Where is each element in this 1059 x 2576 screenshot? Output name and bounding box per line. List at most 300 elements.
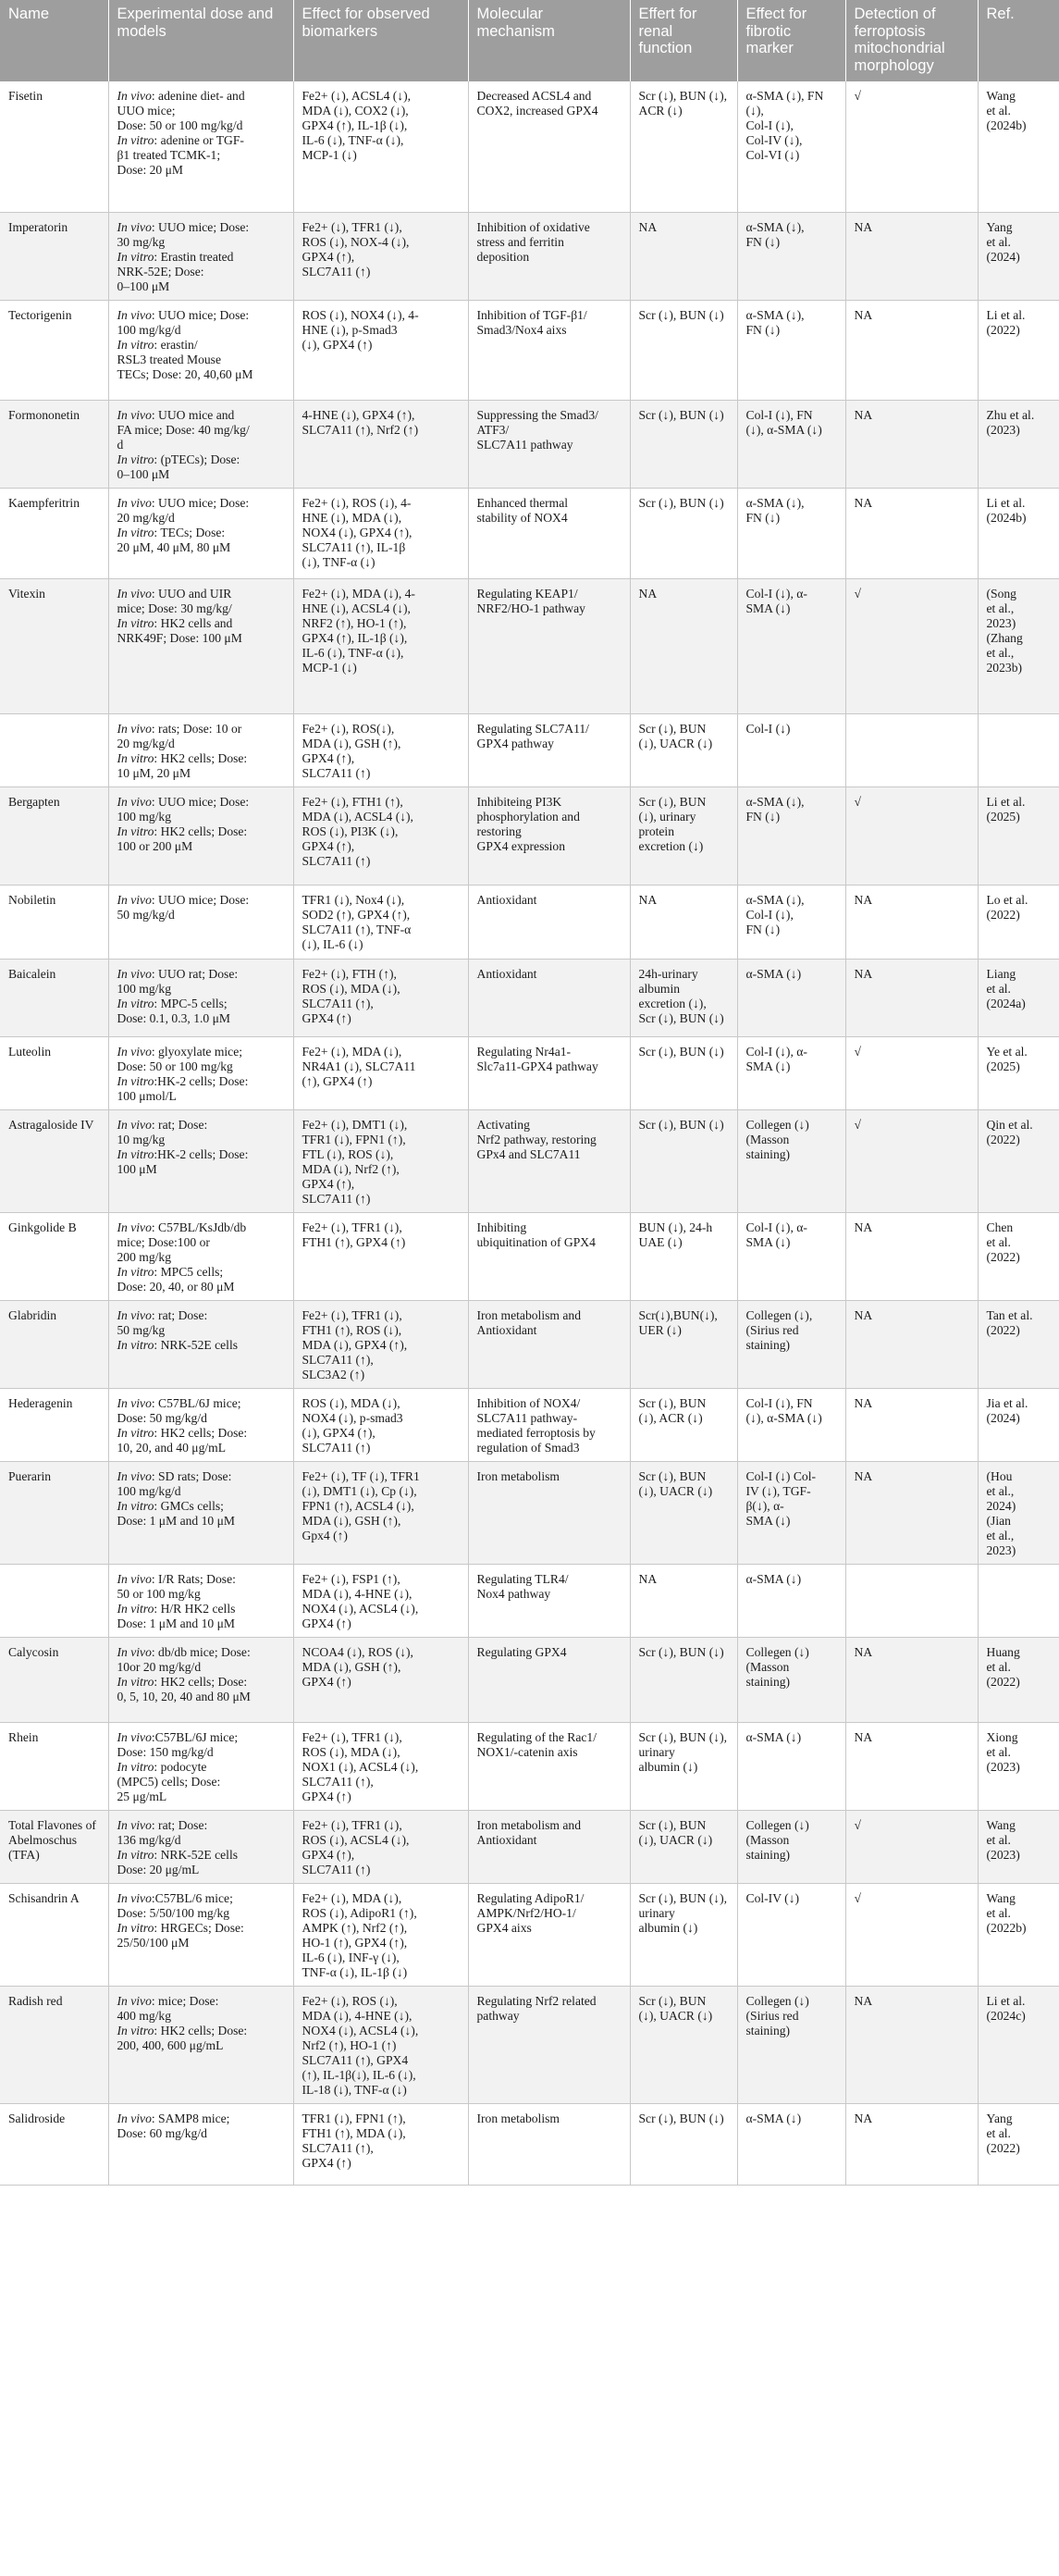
cell-renal-function-line: Scr (↓), BUN	[638, 1993, 707, 2008]
cell-renal-function	[630, 1564, 737, 1637]
cell-biomarkers-line: AMPK (↑), Nrf2 (↑),	[302, 1920, 408, 1935]
cell-fibrotic-marker	[737, 1036, 845, 1109]
dose-text: : adenine diet- and	[151, 89, 245, 103]
cell-mechanism-line: GPX4 aixs	[476, 1920, 532, 1935]
dose-text: : Erastin treated	[154, 249, 234, 264]
cell-fibrotic-marker	[737, 1883, 845, 1986]
dose-line	[117, 1514, 286, 1529]
cell-renal-function-line: (↓), UACR (↓)	[638, 1832, 713, 1847]
cell-biomarkers-line: NOX4 (↓), p-smad3	[302, 1410, 403, 1425]
cell-dose-models	[108, 1388, 293, 1461]
dose-line	[117, 1818, 286, 1833]
cell-mechanism-line: Activating	[476, 1117, 530, 1132]
cell-ref	[978, 1883, 1059, 1986]
dose-line	[117, 1074, 286, 1089]
cell-fibrotic-marker-line: (↓), α-SMA (↓)	[745, 1410, 822, 1425]
cell-ref	[978, 300, 1059, 400]
cell-biomarkers-line: (↑), IL-1β(↓), IL-6 (↓),	[302, 2067, 416, 2082]
cell-name: Salidroside	[0, 2103, 108, 2185]
model-type-label: In vivo	[117, 407, 152, 422]
dose-text: : podocyte	[154, 1759, 207, 1774]
dose-text: 25 μg/mL	[117, 1789, 167, 1803]
dose-text: : C57BL/KsJdb/db	[151, 1220, 247, 1234]
cell-biomarkers-line: SLC3A2 (↑)	[302, 1367, 365, 1381]
cell-mechanism-line: Iron metabolism and	[476, 1307, 582, 1322]
cell-fibrotic-marker	[737, 1637, 845, 1722]
cell-ref	[978, 1212, 1059, 1300]
cell-renal-function-line: urinary	[638, 1905, 675, 1920]
cell-fibrotic-marker-line: α-SMA (↓),	[745, 307, 805, 322]
cell-ref-line: 2023)	[986, 615, 1016, 630]
dose-line	[117, 1848, 286, 1863]
dose-line	[117, 148, 286, 163]
cell-renal-function	[630, 1722, 737, 1810]
cell-renal-function-line: NA	[638, 219, 658, 234]
dose-line	[117, 1484, 286, 1499]
dose-line	[117, 1411, 286, 1426]
model-type-label: In vivo	[117, 1395, 152, 1410]
cell-biomarkers	[293, 2103, 468, 2185]
cell-biomarkers	[293, 1388, 468, 1461]
cell-name: Nobiletin	[0, 885, 108, 959]
cell-biomarkers-line: NR4A1 (↓), SLC7A11	[302, 1059, 416, 1073]
dose-line	[117, 2009, 286, 2024]
cell-ref-line: et al.	[986, 981, 1011, 996]
cell-renal-function	[630, 1986, 737, 2103]
cell-fibrotic-marker-line: SMA (↓)	[745, 601, 791, 615]
cell-ref-line: Qin et al.	[986, 1117, 1033, 1132]
cell-biomarkers	[293, 1637, 468, 1722]
cell-mechanism-line: NOX1/-catenin axis	[476, 1744, 578, 1759]
cell-renal-function-line: (↓), ACR (↓)	[638, 1410, 703, 1425]
cell-renal-function-line: UER (↓)	[638, 1322, 682, 1337]
cell-ref	[978, 1036, 1059, 1109]
cell-mechanism-line: Decreased ACSL4 and	[476, 89, 592, 103]
cell-biomarkers-line: GPX4 (↑),	[302, 750, 355, 765]
header-name: Name	[0, 0, 108, 81]
cell-renal-function-line: Scr (↓), BUN (↓)	[638, 407, 724, 422]
cell-name: Formononetin	[0, 400, 108, 488]
cell-biomarkers-line: Fe2+ (↓), ROS (↓),	[302, 1993, 398, 2008]
dose-line	[117, 1280, 286, 1294]
cell-biomarkers-line: SLC7A11 (↑),	[302, 2140, 374, 2155]
cell-ref	[978, 2103, 1059, 2185]
cell-biomarkers-line: MDA (↓), ACSL4 (↓),	[302, 809, 413, 824]
dose-text: Dose: 20 μg/mL	[117, 1862, 200, 1876]
cell-renal-function-line: urinary	[638, 1744, 675, 1759]
cell-dose-models	[108, 1810, 293, 1883]
cell-biomarkers-line: MDA (↓), Nrf2 (↑),	[302, 1161, 400, 1176]
dose-text: 0–100 μM	[117, 466, 170, 481]
model-type-label: In vivo	[117, 1890, 152, 1905]
cell-renal-function-line: Scr (↓), BUN (↓)	[638, 1117, 724, 1132]
dose-text: 10 mg/kg	[117, 1132, 166, 1146]
model-type-label: In vitro	[117, 337, 154, 352]
cell-mechanism-line: regulation of Smad3	[476, 1440, 580, 1455]
cell-ref-line: (2025)	[986, 1059, 1020, 1073]
cell-biomarkers-line: (↑), GPX4 (↑)	[302, 1073, 373, 1088]
cell-mechanism-line: Antioxidant	[476, 966, 537, 981]
dose-text: 20 μM, 40 μM, 80 μM	[117, 539, 231, 554]
cell-biomarkers-line: TFR1 (↓), FPN1 (↑),	[302, 2111, 406, 2125]
cell-renal-function	[630, 959, 737, 1036]
cell-biomarkers-line: SLC7A11 (↑)	[302, 853, 371, 868]
cell-biomarkers-line: (↓), GPX4 (↑)	[302, 337, 373, 352]
dose-text: : UUO rat; Dose:	[151, 966, 239, 981]
dose-text: : SAMP8 mice;	[151, 2111, 230, 2125]
cell-fibrotic-marker	[737, 786, 845, 885]
dose-text: Dose: 5/50/100 mg/kg	[117, 1905, 230, 1920]
dose-text: FA mice; Dose: 40 mg/kg/	[117, 422, 250, 437]
cell-biomarkers-line: 4-HNE (↓), GPX4 (↑),	[302, 407, 415, 422]
cell-biomarkers-line: (↓), TNF-α (↓)	[302, 554, 376, 569]
cell-ref-line: et al.	[986, 1832, 1011, 1847]
cell-dose-models	[108, 1461, 293, 1564]
model-type-label: In vivo	[117, 1117, 152, 1132]
table-body	[0, 81, 1059, 2185]
cell-biomarkers	[293, 713, 468, 786]
dose-line	[117, 1730, 286, 1745]
dose-line	[117, 1220, 286, 1235]
cell-name: Luteolin	[0, 1036, 108, 1109]
dose-line	[117, 1587, 286, 1602]
cell-fibrotic-marker	[737, 1212, 845, 1300]
dose-text: RSL3 treated Mouse	[117, 352, 222, 366]
model-type-label: In vitro	[117, 1264, 154, 1279]
cell-biomarkers-line: Fe2+ (↓), ROS (↓), 4-	[302, 495, 412, 510]
dose-text: Dose: 1 μM and 10 μM	[117, 1513, 235, 1528]
dose-text: 200, 400, 600 μg/mL	[117, 2037, 224, 2052]
cell-mechanism-line: Regulating GPX4	[476, 1644, 567, 1659]
cell-mechanism	[468, 1461, 630, 1564]
cell-renal-function-line: Scr (↓), BUN	[638, 1817, 707, 1832]
cell-mechanism-line: mediated ferroptosis by	[476, 1425, 596, 1440]
dose-line	[117, 1265, 286, 1280]
cell-biomarkers-line: Gpx4 (↑)	[302, 1528, 348, 1542]
cell-name: Rhein	[0, 1722, 108, 1810]
cell-mechanism-line: restoring	[476, 824, 522, 838]
dose-text: : SD rats; Dose:	[151, 1468, 232, 1483]
cell-mechanism	[468, 578, 630, 713]
cell-ref	[978, 1461, 1059, 1564]
cell-dose-models	[108, 1036, 293, 1109]
dose-text: : UUO mice; Dose:	[151, 794, 250, 809]
dose-text: : NRK-52E cells	[154, 1337, 239, 1352]
dose-text: 100 mg/kg/d	[117, 322, 181, 337]
dose-text: : UUO mice; Dose:	[151, 307, 250, 322]
cell-renal-function	[630, 1637, 737, 1722]
cell-mechanism-line: ATF3/	[476, 422, 510, 437]
cell-ref-line: Wang	[986, 1890, 1016, 1905]
cell-biomarkers-line: Fe2+ (↓), TFR1 (↓),	[302, 219, 402, 234]
dose-line	[117, 997, 286, 1011]
cell-biomarkers	[293, 578, 468, 713]
cell-ref-line: Li et al.	[986, 307, 1026, 322]
dose-line	[117, 118, 286, 133]
cell-ref-line: Jia et al.	[986, 1395, 1028, 1410]
cell-fibrotic-marker	[737, 1388, 845, 1461]
cell-mechanism-line: COX2, increased GPX4	[476, 104, 598, 118]
dose-text: :C57BL/6 mice;	[151, 1890, 233, 1905]
dose-text: 25/50/100 μM	[117, 1935, 190, 1950]
cell-biomarkers-line: SLC7A11 (↑),	[302, 1774, 374, 1789]
dose-line	[117, 1118, 286, 1133]
cell-ref-line: Ye et al.	[986, 1044, 1028, 1059]
cell-ref-line: (Zhang	[986, 630, 1023, 645]
cell-biomarkers-line: NOX4 (↓), ACSL4 (↓),	[302, 2023, 419, 2037]
cell-fibrotic-marker	[737, 2103, 845, 2185]
cell-biomarkers-line: SLC7A11 (↑), GPX4	[302, 2052, 409, 2067]
cell-biomarkers-line: MDA (↓), GSH (↑),	[302, 736, 401, 750]
cell-renal-function-line: BUN (↓), 24-h	[638, 1220, 713, 1234]
cell-renal-function-line: protein	[638, 824, 675, 838]
cell-ref-line: et al.	[986, 1234, 1011, 1249]
cell-ref-line: 2023)	[986, 1542, 1016, 1557]
table-row	[0, 1637, 1059, 1722]
cell-name: Vitexin	[0, 578, 108, 713]
cell-fibrotic-marker	[737, 1109, 845, 1212]
cell-fibrotic-marker-line: α-SMA (↓),	[745, 495, 805, 510]
dose-text: 50 mg/kg/d	[117, 907, 175, 922]
cell-biomarkers-line: Fe2+ (↓), FTH (↑),	[302, 966, 397, 981]
cell-biomarkers	[293, 300, 468, 400]
dose-line	[117, 2038, 286, 2053]
cell-mechanism	[468, 885, 630, 959]
dose-text: : UUO mice; Dose:	[151, 892, 250, 907]
table-row	[0, 1810, 1059, 1883]
cell-biomarkers-line: ROS (↓), ACSL4 (↓),	[302, 1832, 410, 1847]
cell-fibrotic-marker-line: FN (↓)	[745, 510, 781, 525]
cell-ref-line: (2022)	[986, 1674, 1020, 1689]
header-dose-models: Experimental dose and models	[108, 0, 293, 81]
model-type-label: In vivo	[117, 1220, 152, 1234]
cell-ref-line: (2025)	[986, 809, 1020, 824]
cell-renal-function-line: Scr (↓), BUN	[638, 794, 707, 809]
dose-line	[117, 1745, 286, 1760]
cell-fibrotic-marker	[737, 1810, 845, 1883]
cell-biomarkers-line: NOX1 (↓), ACSL4 (↓),	[302, 1759, 419, 1774]
cell-mechanism-line: Inhibiteing PI3K	[476, 794, 562, 809]
model-type-label: In vitro	[117, 2023, 154, 2037]
dose-text: : db/db mice; Dose:	[151, 1644, 251, 1659]
cell-dose-models	[108, 1883, 293, 1986]
cell-dose-models	[108, 81, 293, 212]
model-type-label: In vitro	[117, 615, 154, 630]
cell-biomarkers-line: MCP-1 (↓)	[302, 148, 357, 162]
cell-mechanism	[468, 1564, 630, 1637]
cell-ref	[978, 885, 1059, 959]
dose-line	[117, 908, 286, 923]
dose-text: : rat; Dose:	[151, 1307, 208, 1322]
cell-ref	[978, 786, 1059, 885]
cell-mechanism-line: ubiquitination of GPX4	[476, 1234, 596, 1249]
cell-renal-function-line: (↓), UACR (↓)	[638, 1483, 713, 1498]
cell-ref-line: et al.	[986, 104, 1011, 118]
table-row	[0, 1564, 1059, 1637]
model-type-label: In vitro	[117, 1920, 154, 1935]
table-row	[0, 1722, 1059, 1810]
cell-renal-function-line: ACR (↓)	[638, 104, 683, 118]
cell-biomarkers-line: FTH1 (↑), ROS (↓),	[302, 1322, 402, 1337]
cell-mechanism-line: AMPK/Nrf2/HO-1/	[476, 1905, 576, 1920]
dose-text: 100 mg/kg	[117, 809, 172, 824]
dose-line	[117, 1323, 286, 1338]
dose-text: 100 μM	[117, 1161, 157, 1176]
cell-ref-line: (2022)	[986, 1322, 1020, 1337]
cell-fibrotic-marker-line: staining)	[745, 1847, 791, 1862]
cell-ref	[978, 1986, 1059, 2103]
dose-line	[117, 235, 286, 250]
dose-text: : HK2 cells; Dose:	[154, 824, 248, 838]
cell-ferroptosis-detection: NA	[845, 1637, 978, 1722]
cell-fibrotic-marker-line: α-SMA (↓), FN (↓),	[745, 89, 824, 118]
cell-name: Schisandrin A	[0, 1883, 108, 1986]
model-type-label: In vivo	[117, 966, 152, 981]
cell-dose-models	[108, 1109, 293, 1212]
dose-line	[117, 967, 286, 982]
cell-ferroptosis-detection: NA	[845, 1722, 978, 1810]
cell-ref-line: Li et al.	[986, 794, 1026, 809]
cell-ref-line: Wang	[986, 1817, 1016, 1832]
cell-biomarkers	[293, 959, 468, 1036]
dose-text: NRK49F; Dose: 100 μM	[117, 630, 242, 645]
cell-biomarkers-line: Fe2+ (↓), DMT1 (↓),	[302, 1117, 408, 1132]
header-renal-function: Effert for renal function	[630, 0, 737, 81]
cell-biomarkers	[293, 81, 468, 212]
cell-fibrotic-marker-line: Col-I (↓),	[745, 118, 794, 132]
table-row	[0, 2103, 1059, 2185]
cell-renal-function	[630, 300, 737, 400]
cell-fibrotic-marker-line: IV (↓), TGF-	[745, 1483, 811, 1498]
cell-mechanism-line: Regulating TLR4/	[476, 1571, 569, 1586]
dose-text: Dose: 60 mg/kg/d	[117, 2125, 207, 2140]
cell-biomarkers	[293, 1461, 468, 1564]
cell-mechanism-line: GPX4 pathway	[476, 736, 554, 750]
cell-biomarkers-line: ROS (↓), NOX4 (↓), 4-	[302, 307, 419, 322]
cell-mechanism-line: Slc7a11-GPX4 pathway	[476, 1059, 598, 1073]
cell-biomarkers-line: SLC7A11 (↑), TNF-α	[302, 922, 412, 936]
dose-line	[117, 766, 286, 781]
dose-text: : HRGECs; Dose:	[154, 1920, 244, 1935]
dose-text: : adenine or TGF-	[154, 133, 244, 147]
dose-text: mice; Dose: 30 mg/kg/	[117, 601, 232, 615]
dose-text: : HK2 cells; Dose:	[154, 1674, 248, 1689]
cell-fibrotic-marker-line: Collegen (↓)	[745, 1817, 809, 1832]
cell-biomarkers-line: SLC7A11 (↑)	[302, 264, 371, 279]
table-row	[0, 713, 1059, 786]
dose-line	[117, 1775, 286, 1790]
dose-text: : HK2 cells; Dose:	[154, 1425, 248, 1440]
model-type-label: In vivo	[117, 495, 152, 510]
cell-mechanism-line: Iron metabolism and	[476, 1817, 582, 1832]
cell-dose-models	[108, 1986, 293, 2103]
cell-fibrotic-marker	[737, 1564, 845, 1637]
cell-renal-function-line: (↓), UACR (↓)	[638, 736, 713, 750]
dose-text: 50 mg/kg	[117, 1322, 166, 1337]
dose-line	[117, 323, 286, 338]
cell-ferroptosis-detection: NA	[845, 959, 978, 1036]
dose-line	[117, 1133, 286, 1147]
cell-fibrotic-marker	[737, 959, 845, 1036]
dose-line	[117, 338, 286, 353]
dose-text: 100 μmol/L	[117, 1088, 177, 1103]
header-row	[0, 0, 1059, 81]
dose-line	[117, 1616, 286, 1631]
dose-text: : rat; Dose:	[151, 1817, 208, 1832]
cell-renal-function-line: Scr (↓), BUN (↓),	[638, 1890, 728, 1905]
cell-fibrotic-marker-line: Collegen (↓)	[745, 1644, 809, 1659]
dose-text: 20 mg/kg/d	[117, 510, 175, 525]
cell-renal-function-line: NA	[638, 1571, 658, 1586]
cell-mechanism-line: Iron metabolism	[476, 2111, 560, 2125]
model-type-label: In vitro	[117, 824, 154, 838]
dose-line	[117, 1162, 286, 1177]
cell-name	[0, 713, 108, 786]
dose-text: : glyoxylate mice;	[151, 1044, 243, 1059]
cell-renal-function-line: Scr (↓), BUN (↓)	[638, 1010, 724, 1025]
dose-line	[117, 265, 286, 279]
model-type-label: In vivo	[117, 1307, 152, 1322]
cell-ref	[978, 1300, 1059, 1388]
cell-biomarkers	[293, 1986, 468, 2103]
cell-biomarkers-line: SLC7A11 (↑)	[302, 1440, 371, 1455]
dose-line	[117, 893, 286, 908]
dose-line	[117, 587, 286, 601]
cell-renal-function	[630, 2103, 737, 2185]
dose-text: : UUO mice; Dose:	[151, 219, 250, 234]
cell-ferroptosis-detection: NA	[845, 488, 978, 578]
cell-fibrotic-marker-line: Col-IV (↓)	[745, 1890, 800, 1905]
cell-fibrotic-marker-line: Col-I (↓), FN	[745, 1395, 813, 1410]
dose-text: mice; Dose:100 or	[117, 1234, 210, 1249]
cell-dose-models	[108, 300, 293, 400]
cell-biomarkers-line: TFR1 (↓), Nox4 (↓),	[302, 892, 405, 907]
dose-text: Dose: 50 or 100 mg/kg	[117, 1059, 233, 1073]
cell-biomarkers-line: ROS (↓), AdipoR1 (↑),	[302, 1905, 417, 1920]
dose-line	[117, 1250, 286, 1265]
cell-name: Tectorigenin	[0, 300, 108, 400]
cell-biomarkers-line: GPX4 (↑),	[302, 249, 355, 264]
cell-biomarkers-line: TFR1 (↓), FPN1 (↑),	[302, 1132, 406, 1146]
cell-biomarkers-line: SLC7A11 (↑), IL-1β	[302, 539, 406, 554]
cell-dose-models	[108, 1637, 293, 1722]
cell-biomarkers	[293, 400, 468, 488]
cell-renal-function	[630, 488, 737, 578]
cell-ferroptosis-detection: NA	[845, 400, 978, 488]
cell-fibrotic-marker	[737, 488, 845, 578]
cell-ref-line: (2024b)	[986, 510, 1027, 525]
dose-text: :HK-2 cells; Dose:	[154, 1146, 249, 1161]
cell-ref	[978, 212, 1059, 300]
model-type-label: In vivo	[117, 1044, 152, 1059]
dose-text: : GMCs cells;	[154, 1498, 224, 1513]
header-ferroptosis-detection: Detection of ferroptosis mitochondrial morphology	[845, 0, 978, 81]
cell-name: Kaempferitrin	[0, 488, 108, 578]
cell-mechanism	[468, 1300, 630, 1388]
cell-ref	[978, 488, 1059, 578]
cell-ref-line: Li et al.	[986, 1993, 1026, 2008]
cell-dose-models	[108, 959, 293, 1036]
dose-line	[117, 220, 286, 235]
dose-text: Dose: 1 μM and 10 μM	[117, 1616, 235, 1630]
table-row	[0, 212, 1059, 300]
dose-text: : HK2 cells; Dose:	[154, 2023, 248, 2037]
cell-mechanism	[468, 400, 630, 488]
cell-biomarkers-line: HNE (↓), ACSL4 (↓),	[302, 601, 411, 615]
dose-text: Dose: 150 mg/kg/d	[117, 1744, 214, 1759]
dose-line	[117, 438, 286, 452]
cell-mechanism-line: stability of NOX4	[476, 510, 568, 525]
